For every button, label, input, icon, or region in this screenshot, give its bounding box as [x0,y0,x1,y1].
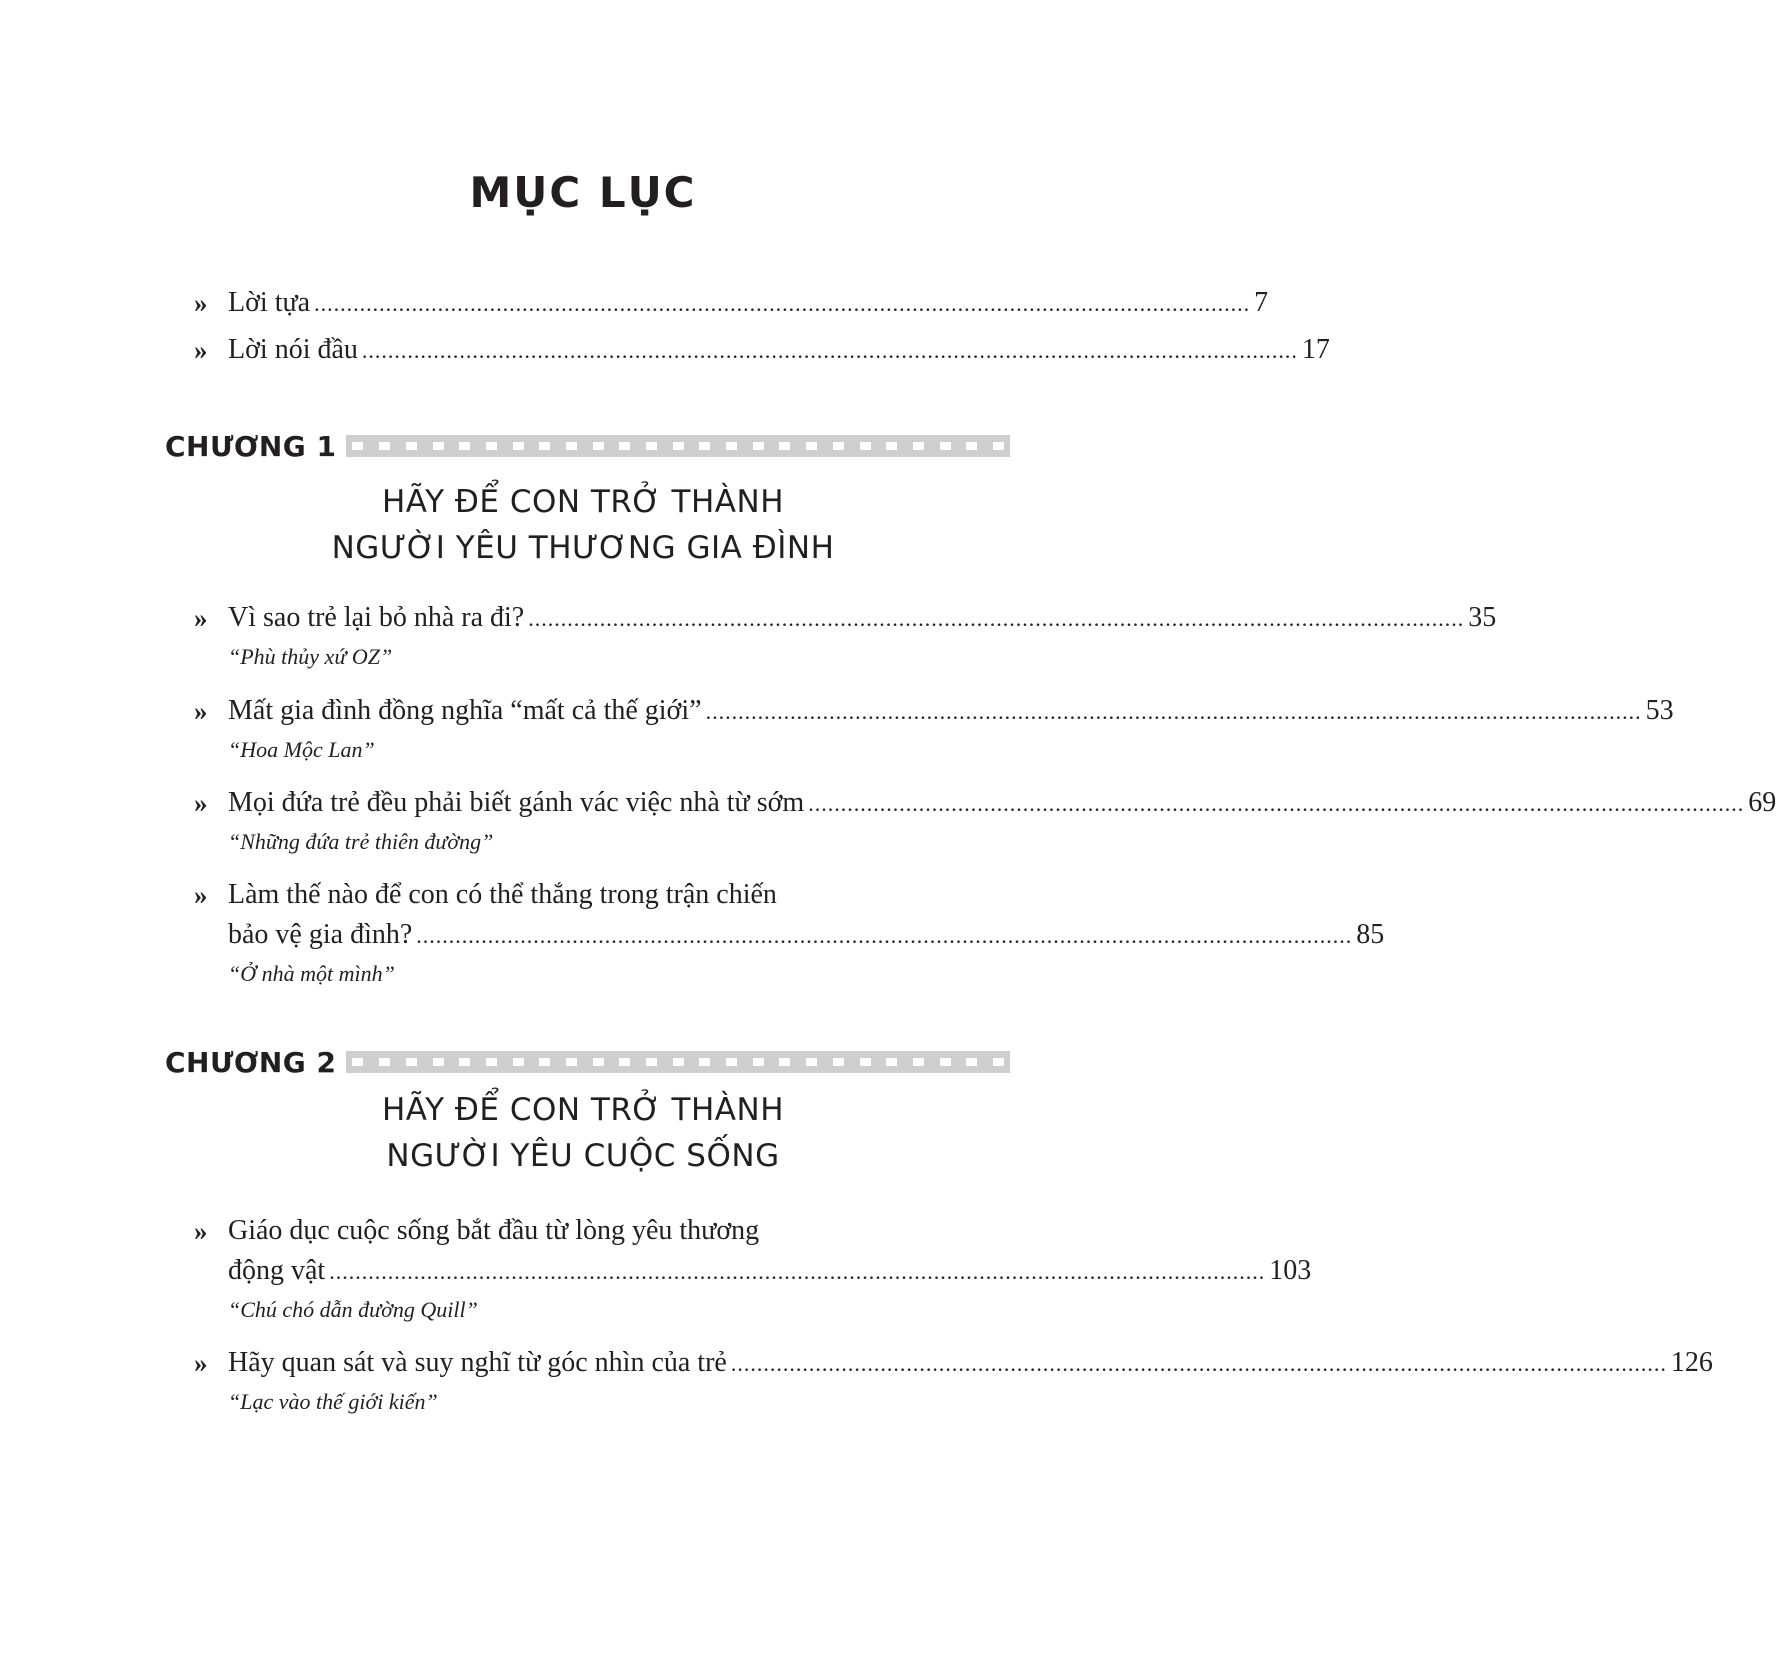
entry-title: Vì sao trẻ lại bỏ nhà ra đi? [228,602,525,633]
toc-entry[interactable] [194,1343,1713,1418]
leader-dots: ................................................................................................................................................ [705,699,1642,724]
film-strip-divider [346,435,1010,457]
bullet-marker: » [194,1216,208,1246]
chapter-1-heading [0,479,1166,571]
chapter-label: CHƯƠNG 1 [165,429,337,463]
bullet-marker: » [194,696,208,726]
entry-film-title: “Lạc vào thế giới kiến” [228,1389,438,1414]
toc-entry[interactable] [194,598,1497,673]
chapter-2-heading [0,1087,1166,1179]
leader-dots: ................................................................................................................................................ [808,791,1745,816]
chapter-heading-line: NGƯỜI YÊU THƯƠNG GIA ĐÌNH [331,530,835,566]
chapter-heading-line: HÃY ĐỂ CON TRỞ THÀNH [381,484,785,520]
entry-page-number: 85 [1356,919,1385,950]
leader-dots: ................................................................................................................................................ [730,1351,1667,1376]
entry-title: Lời nói đầu [228,334,358,365]
chapter-heading-line: NGƯỜI YÊU CUỘC SỐNG [386,1138,780,1174]
leader-dots: ................................................................................................................................................ [528,606,1465,631]
entry-title-line: Làm thế nào để con có thể thắng trong trận chiến [228,879,777,910]
toc-entry[interactable] [194,875,1385,990]
toc-entry-introduction[interactable] [194,330,1330,371]
bullet-marker: » [194,335,208,365]
entry-title: Mọi đứa trẻ đều phải biết gánh vác việc nhà từ sớm [228,787,805,818]
entry-film-title: “Phù thủy xứ OZ” [228,644,393,669]
bullet-marker: » [194,1348,208,1378]
entry-title: Hãy quan sát và suy nghĩ từ góc nhìn của trẻ [228,1347,727,1378]
entry-page-number: 126 [1670,1347,1713,1378]
leader-dots: ................................................................................................................................................ [361,338,1298,363]
film-strip-divider [346,1051,1010,1073]
page-title: MỤC LỤC [469,168,697,217]
entry-title-line: Giáo dục cuộc sống bắt đầu từ lòng yêu thương [228,1215,760,1246]
leader-dots: ................................................................................................................................................ [329,1259,1266,1284]
entry-film-title: “Chú chó dẫn đường Quill” [228,1297,478,1322]
leader-dots: ................................................................................................................................................ [314,291,1251,316]
toc-entry[interactable] [194,1211,1312,1326]
toc-entry[interactable] [194,783,1776,858]
entry-film-title: “Những đứa trẻ thiên đường” [228,829,494,854]
entry-page-number: 35 [1468,602,1497,633]
chapter-1-header [165,429,1010,463]
leader-dots: ................................................................................................................................................ [416,923,1353,948]
entry-page-number: 7 [1254,287,1269,318]
entry-title-line: động vật [228,1255,326,1286]
entry-film-title: “Ở nhà một mình” [228,961,395,986]
chapter-2-header [165,1045,1010,1079]
bullet-marker: » [194,603,208,633]
entry-title: Lời tựa [228,287,311,318]
bullet-marker: » [194,788,208,818]
chapter-label: CHƯƠNG 2 [165,1045,337,1079]
chapter-heading-line: HÃY ĐỂ CON TRỞ THÀNH [381,1092,785,1128]
toc-entry[interactable] [194,691,1674,766]
bullet-marker: » [194,880,208,910]
bullet-marker: » [194,288,208,318]
entry-page-number: 103 [1269,1255,1312,1286]
toc-entry-preface[interactable] [194,283,1269,324]
entry-title-line: bảo vệ gia đình? [228,919,413,950]
entry-page-number: 53 [1645,695,1674,726]
entry-page-number: 69 [1748,787,1776,818]
entry-title: Mất gia đình đồng nghĩa “mất cả thế giới” [228,695,702,726]
entry-film-title: “Hoa Mộc Lan” [228,737,375,762]
entry-page-number: 17 [1301,334,1330,365]
